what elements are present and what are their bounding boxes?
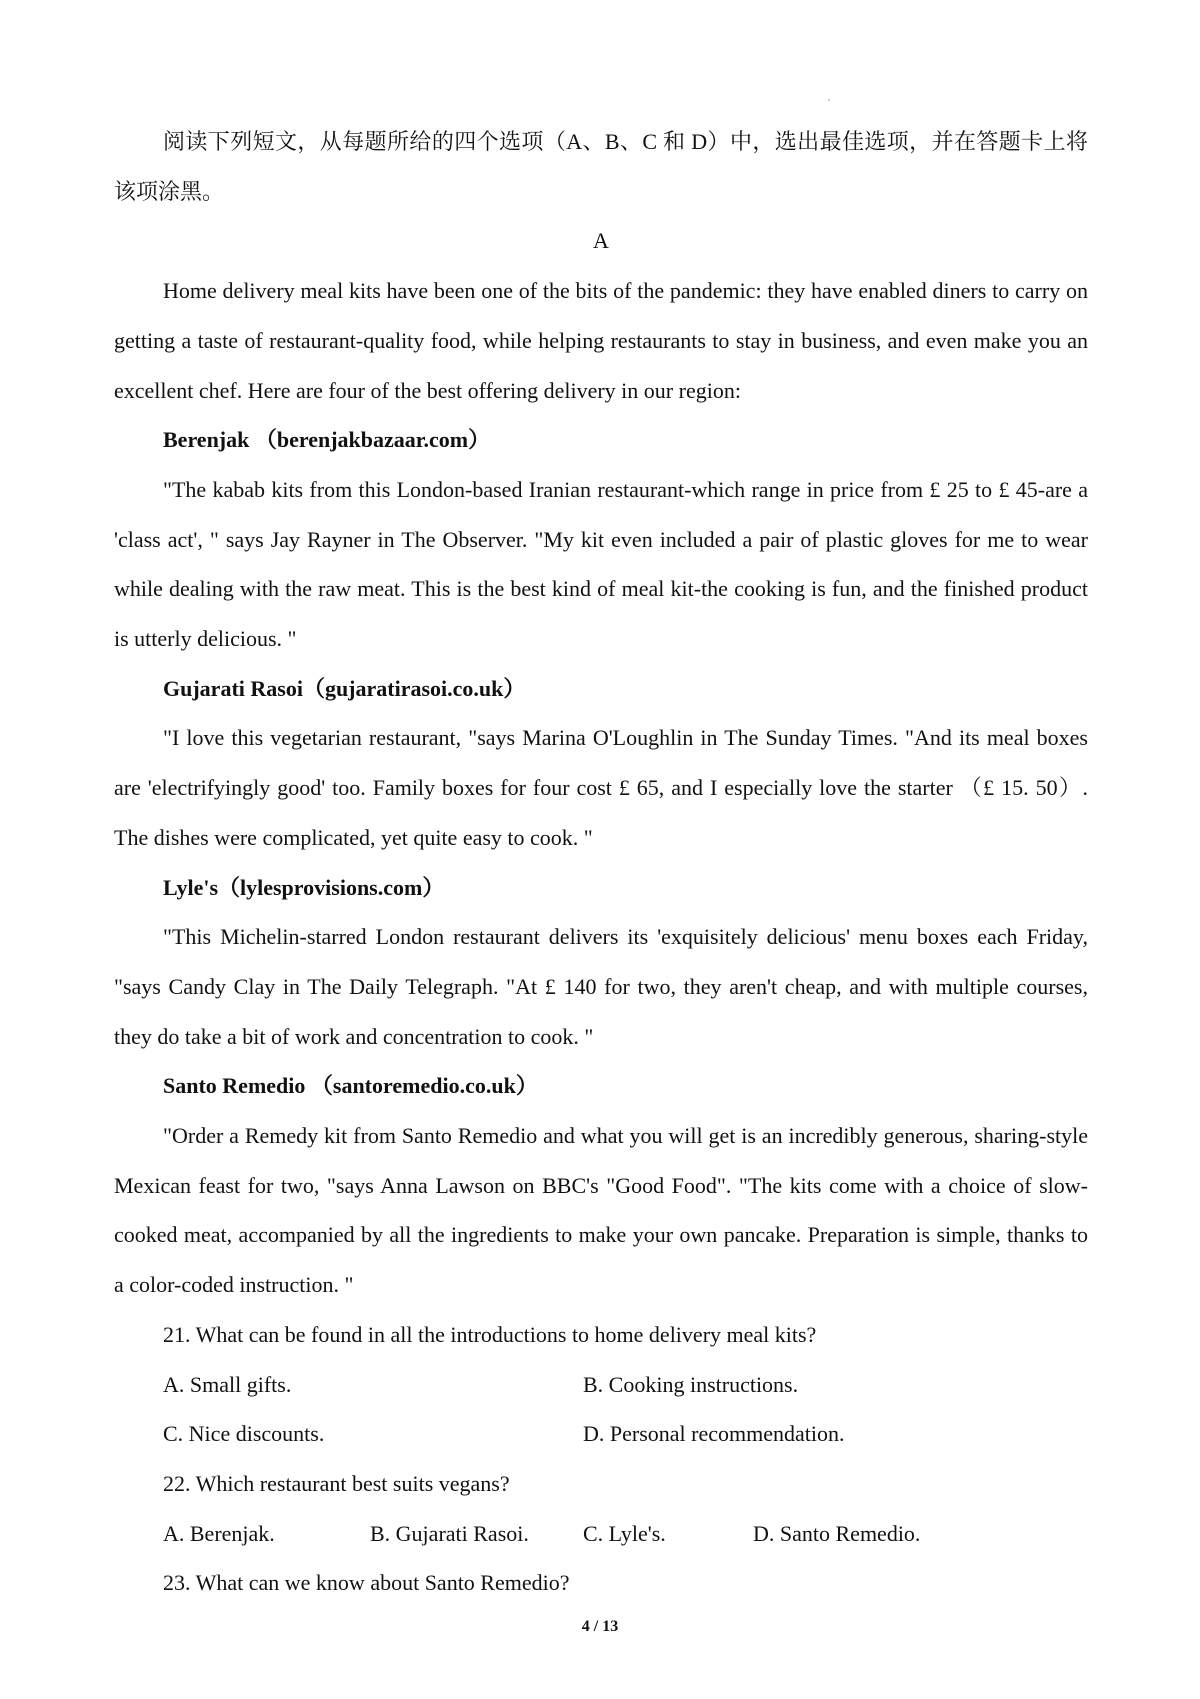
option-c: C. Lyle's.	[583, 1520, 666, 1546]
option-b: B. Cooking instructions.	[583, 1371, 799, 1397]
entry-text-santo-remedio: "Order a Remedy kit from Santo Remedio and what you will get is an incredibly generous, sharing-style Mexican feast for two, "says Anna Lawson on BBC's "Good Food". "The kits come with a choice of slow-cooked meat, accompanied by all the ingredients to make your own pancake. Preparation is simple, thanks to a color-coded instruction. "	[114, 1123, 1088, 1298]
option-a: A. Small gifts.	[163, 1371, 292, 1397]
scan-speck	[828, 99, 830, 101]
option-b: B. Gujarati Rasoi.	[370, 1520, 529, 1546]
entry-heading-gujarati-rasoi: Gujarati Rasoi（gujaratirasoi.co.uk）	[163, 675, 526, 701]
entry-heading-berenjak: Berenjak （berenjakbazaar.com）	[163, 427, 491, 453]
entry-text-gujarati-rasoi: "I love this vegetarian restaurant, "says Marina O'Loughlin in The Sunday Times. "And its meal boxes are 'electrifyingly good' too. Family boxes for four cost £ 65, and I especially love the starter （£ 15. 50）. The dishes were complicated, yet quite easy to cook. "	[114, 725, 1088, 850]
entry-heading-lyles: Lyle's（lylesprovisions.com）	[163, 874, 445, 900]
entry-heading-santo-remedio: Santo Remedio （santoremedio.co.uk）	[163, 1073, 538, 1099]
entry-text-berenjak: "The kabab kits from this London-based Iranian restaurant-which range in price from £ 25 to £ 45-are a 'class act', " says Jay Rayner in The Observer. "My kit even included a pair of plastic gloves for me to wear while dealing with the raw meat. This is the best kind of meal kit-the cooking is fun, and the finished product is utterly delicious. "	[114, 476, 1088, 652]
intro-paragraph: Home delivery meal kits have been one of the bits of the pandemic: they have enabled diners to carry on getting a taste of restaurant-quality food, while helping restaurants to stay in business, and even make you an excellent chef. Here are four of the best offering delivery in our region:	[114, 278, 1088, 403]
question-22-options	[114, 1509, 1088, 1559]
page-number: 4 / 13	[581, 1618, 619, 1635]
option-c: C. Nice discounts.	[163, 1421, 325, 1447]
option-d: D. Santo Remedio.	[753, 1520, 921, 1546]
page-content	[114, 117, 1088, 1608]
question-22: 22. Which restaurant best suits vegans?	[163, 1470, 510, 1496]
option-d: D. Personal recommendation.	[583, 1421, 845, 1447]
instructions-text: 阅读下列短文，从每题所给的四个选项（A、B、C 和 D）中，选出最佳选项，并在答题卡上将该项涂黑。	[114, 129, 1088, 204]
entry-text-lyles: "This Michelin-starred London restaurant delivers its 'exquisitely delicious' menu boxes each Friday, "says Candy Clay in The Daily Telegraph. "At £ 140 for two, they aren't cheap, and with multiple courses, they do take a bit of work and concentration to cook. "	[114, 924, 1088, 1049]
option-a: A. Berenjak.	[163, 1520, 275, 1546]
section-label: A	[593, 228, 609, 254]
question-21: 21. What can be found in all the introductions to home delivery meal kits?	[163, 1321, 817, 1347]
question-21-options	[114, 1360, 1088, 1459]
question-23: 23. What can we know about Santo Remedio?	[163, 1570, 570, 1596]
